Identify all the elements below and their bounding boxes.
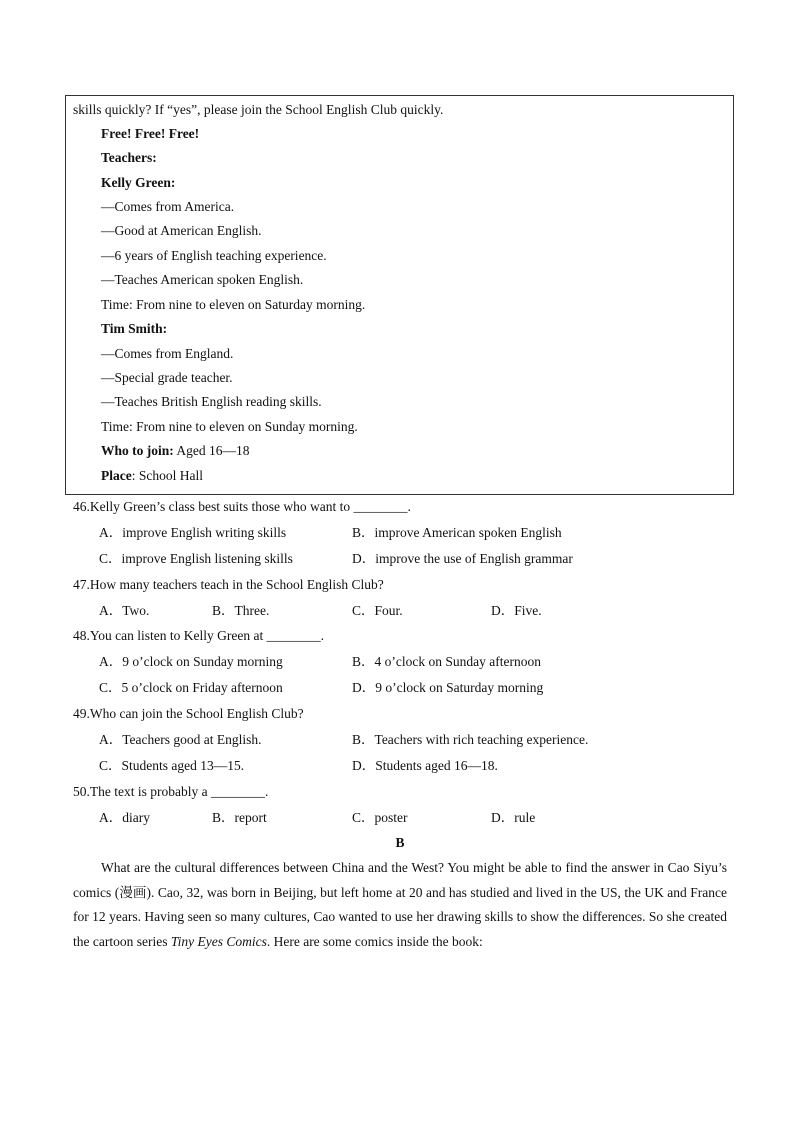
option-50-c: C．poster bbox=[352, 810, 408, 825]
option-48-d: D．9 o’clock on Saturday morning bbox=[352, 680, 544, 695]
teacher1-line: —Comes from America. bbox=[101, 199, 235, 214]
option-50-b: B．report bbox=[212, 810, 267, 825]
teacher1-name: Kelly Green: bbox=[101, 175, 176, 190]
question-text: Who can join the School English Club? bbox=[89, 706, 304, 721]
question-48 bbox=[73, 627, 324, 645]
teachers-heading: Teachers: bbox=[101, 150, 157, 165]
option-46-b: B．improve American spoken English bbox=[352, 525, 562, 540]
option-48-c: C．5 o’clock on Friday afternoon bbox=[99, 680, 283, 695]
question-text: Kelly Green’s class best suits those who want to ________. bbox=[89, 499, 411, 514]
teacher1-line: —Teaches American spoken English. bbox=[101, 272, 304, 287]
teacher1-time: Time: From nine to eleven on Saturday morning. bbox=[101, 297, 366, 312]
question-46 bbox=[73, 498, 411, 516]
option-49-b: B．Teachers with rich teaching experience. bbox=[352, 732, 589, 747]
question-49 bbox=[73, 705, 304, 723]
who-to-join-label: Who to join: bbox=[101, 443, 174, 458]
question-47 bbox=[73, 576, 384, 594]
option-49-d: D．Students aged 16—18. bbox=[352, 758, 498, 773]
question-number: 47. bbox=[73, 577, 90, 592]
option-49-c: C．Students aged 13—15. bbox=[99, 758, 245, 773]
option-50-d: D．rule bbox=[491, 810, 536, 825]
place bbox=[101, 467, 203, 485]
option-47-c: C．Four. bbox=[352, 603, 403, 618]
place-label: Place bbox=[101, 468, 132, 483]
who-to-join bbox=[101, 442, 250, 460]
question-text: How many teachers teach in the School English Club? bbox=[89, 577, 384, 592]
option-49-a: A．Teachers good at English. bbox=[99, 732, 262, 747]
teacher1-line: —6 years of English teaching experience. bbox=[101, 248, 327, 263]
question-number: 50. bbox=[73, 784, 90, 799]
question-number: 46. bbox=[73, 499, 90, 514]
question-text: You can listen to Kelly Green at ________. bbox=[89, 628, 324, 643]
teacher2-line: —Teaches British English reading skills. bbox=[101, 394, 322, 409]
teacher2-line: —Comes from England. bbox=[101, 346, 234, 361]
notice-free-line: Free! Free! Free! bbox=[101, 126, 200, 141]
option-50-a: A．diary bbox=[99, 810, 150, 825]
option-48-a: A．9 o’clock on Sunday morning bbox=[99, 654, 283, 669]
option-47-d: D．Five. bbox=[491, 603, 542, 618]
book-title: Tiny Eyes Comics bbox=[170, 933, 267, 949]
teacher2-time: Time: From nine to eleven on Sunday morning. bbox=[101, 419, 358, 434]
teacher1-line: —Good at American English. bbox=[101, 223, 262, 238]
question-text: The text is probably a ________. bbox=[89, 784, 269, 799]
teacher2-line: —Special grade teacher. bbox=[101, 370, 233, 385]
section-b-heading: B bbox=[395, 835, 405, 850]
option-47-a: A．Two. bbox=[99, 603, 150, 618]
place-value: : School Hall bbox=[131, 468, 203, 483]
question-50 bbox=[73, 783, 268, 801]
option-48-b: B．4 o’clock on Sunday afternoon bbox=[352, 654, 541, 669]
question-number: 48. bbox=[73, 628, 90, 643]
section-b-paragraph: What are the cultural differences between China and the West? You might be able to find the answer in Cao Siyu’s comics (漫画). Cao, 32, was born in Beijing, but left home at 20 and has studied and lived in the US, the UK and France for 12 years. Having seen so many cultures, Cao wanted to use her drawing skills to show the differences. So she created the cartoon series Tiny Eyes Comics. Here are some comics inside the book: bbox=[73, 860, 727, 949]
notice-intro: skills quickly? If “yes”, please join the School English Club quickly. bbox=[73, 102, 444, 117]
option-46-c: C．improve English listening skills bbox=[99, 551, 293, 566]
option-46-a: A．improve English writing skills bbox=[99, 525, 287, 540]
who-to-join-value: Aged 16—18 bbox=[173, 443, 250, 458]
question-number: 49. bbox=[73, 706, 90, 721]
teacher2-name: Tim Smith: bbox=[101, 321, 168, 336]
option-47-b: B．Three. bbox=[212, 603, 270, 618]
option-46-d: D．improve the use of English grammar bbox=[352, 551, 573, 566]
